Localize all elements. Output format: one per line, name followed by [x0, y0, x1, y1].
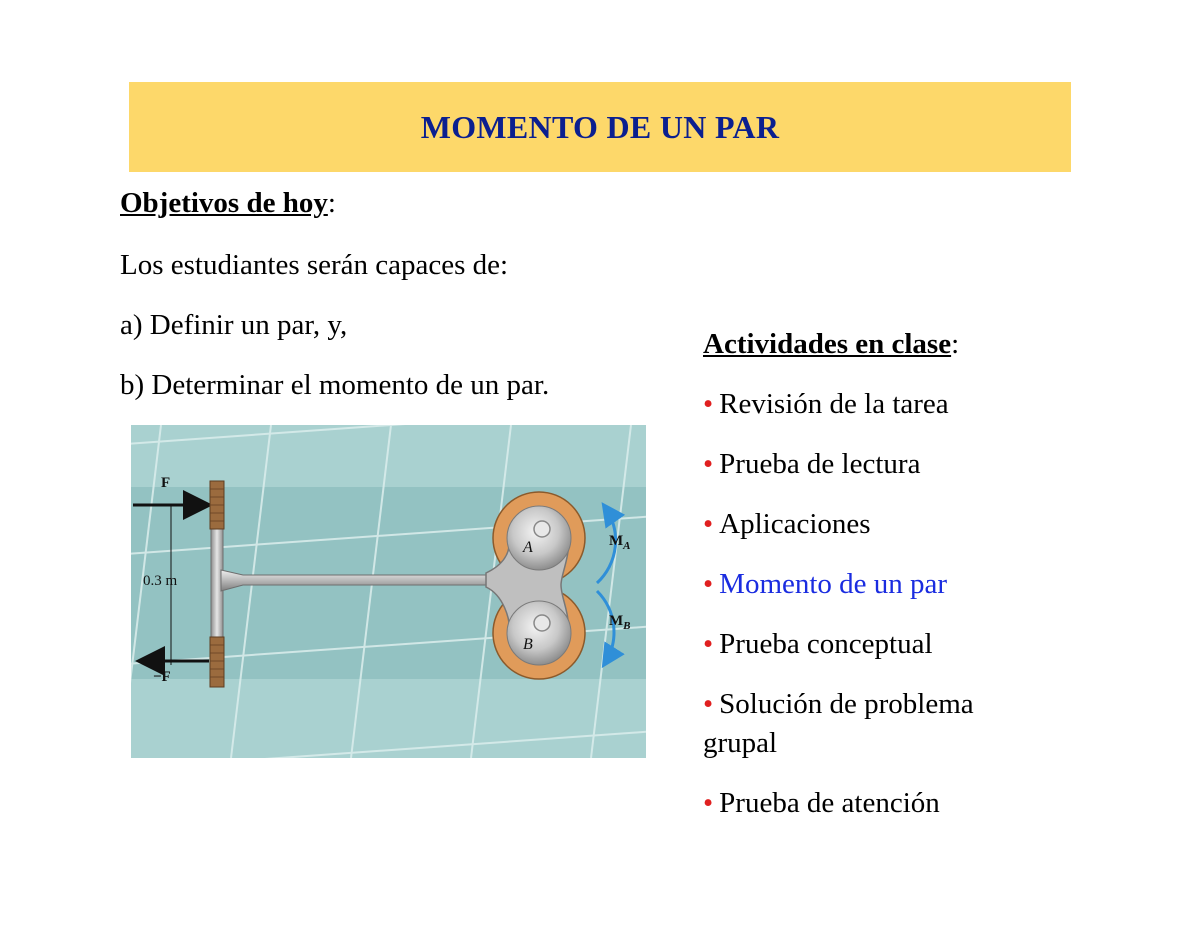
point-b-label: B: [523, 636, 533, 653]
couple-moment-figure: [131, 425, 646, 758]
bullet-icon: •: [703, 448, 714, 480]
wheel-a-hub: [507, 506, 571, 570]
activity-item-continuation: grupal: [703, 727, 778, 759]
bullet-icon: •: [703, 388, 714, 420]
page-title: MOMENTO DE UN PAR: [420, 108, 780, 145]
bullet-icon: •: [703, 628, 714, 660]
moment-b-sub: B: [623, 620, 631, 632]
objectives-heading-colon: :: [327, 187, 336, 219]
couple-moment-diagram: [131, 425, 646, 758]
force-label: F: [161, 475, 171, 491]
activity-item-highlighted: [703, 567, 947, 601]
activity-text: Solución de problema: [719, 688, 974, 720]
activity-item: [703, 447, 920, 481]
bullet-icon: •: [703, 688, 714, 720]
distance-label: 0.3 m: [143, 573, 178, 589]
activities-heading: [703, 327, 959, 361]
objective-item-b: b) Determinar el momento de un par.: [120, 369, 550, 401]
wheel-b-hub: [507, 601, 571, 665]
bolt-b: [534, 615, 550, 631]
activity-item: [703, 507, 871, 541]
objectives-heading: [120, 186, 336, 220]
activity-item: [703, 387, 949, 421]
bullet-icon: •: [703, 568, 714, 600]
moment-a-main: M: [609, 533, 624, 549]
objective-item-a: a) Definir un par, y,: [120, 309, 348, 341]
activity-item: [703, 687, 974, 721]
objectives-intro: Los estudiantes serán capaces de:: [120, 249, 509, 281]
activity-text: Prueba conceptual: [719, 628, 933, 660]
bullet-icon: •: [703, 508, 714, 540]
activities-heading-colon: :: [951, 328, 960, 360]
activity-text: Prueba de atención: [719, 787, 940, 819]
bullet-icon: •: [703, 787, 714, 819]
title-banner: [129, 82, 1071, 172]
moment-b-main: M: [609, 613, 624, 629]
activity-text: Prueba de lectura: [719, 448, 921, 480]
activity-text: Momento de un par: [719, 568, 948, 600]
objectives-heading-text: Objetivos de hoy: [120, 187, 328, 219]
activities-heading-text: Actividades en clase: [703, 328, 952, 360]
negative-force-label: −F: [153, 669, 171, 685]
bolt-a: [534, 521, 550, 537]
point-a-label: A: [523, 539, 533, 556]
activity-item: [703, 627, 933, 661]
activity-item: [703, 786, 940, 820]
activity-text: Revisión de la tarea: [719, 388, 949, 420]
activity-text: Aplicaciones: [719, 508, 871, 540]
moment-a-sub: A: [623, 540, 631, 552]
